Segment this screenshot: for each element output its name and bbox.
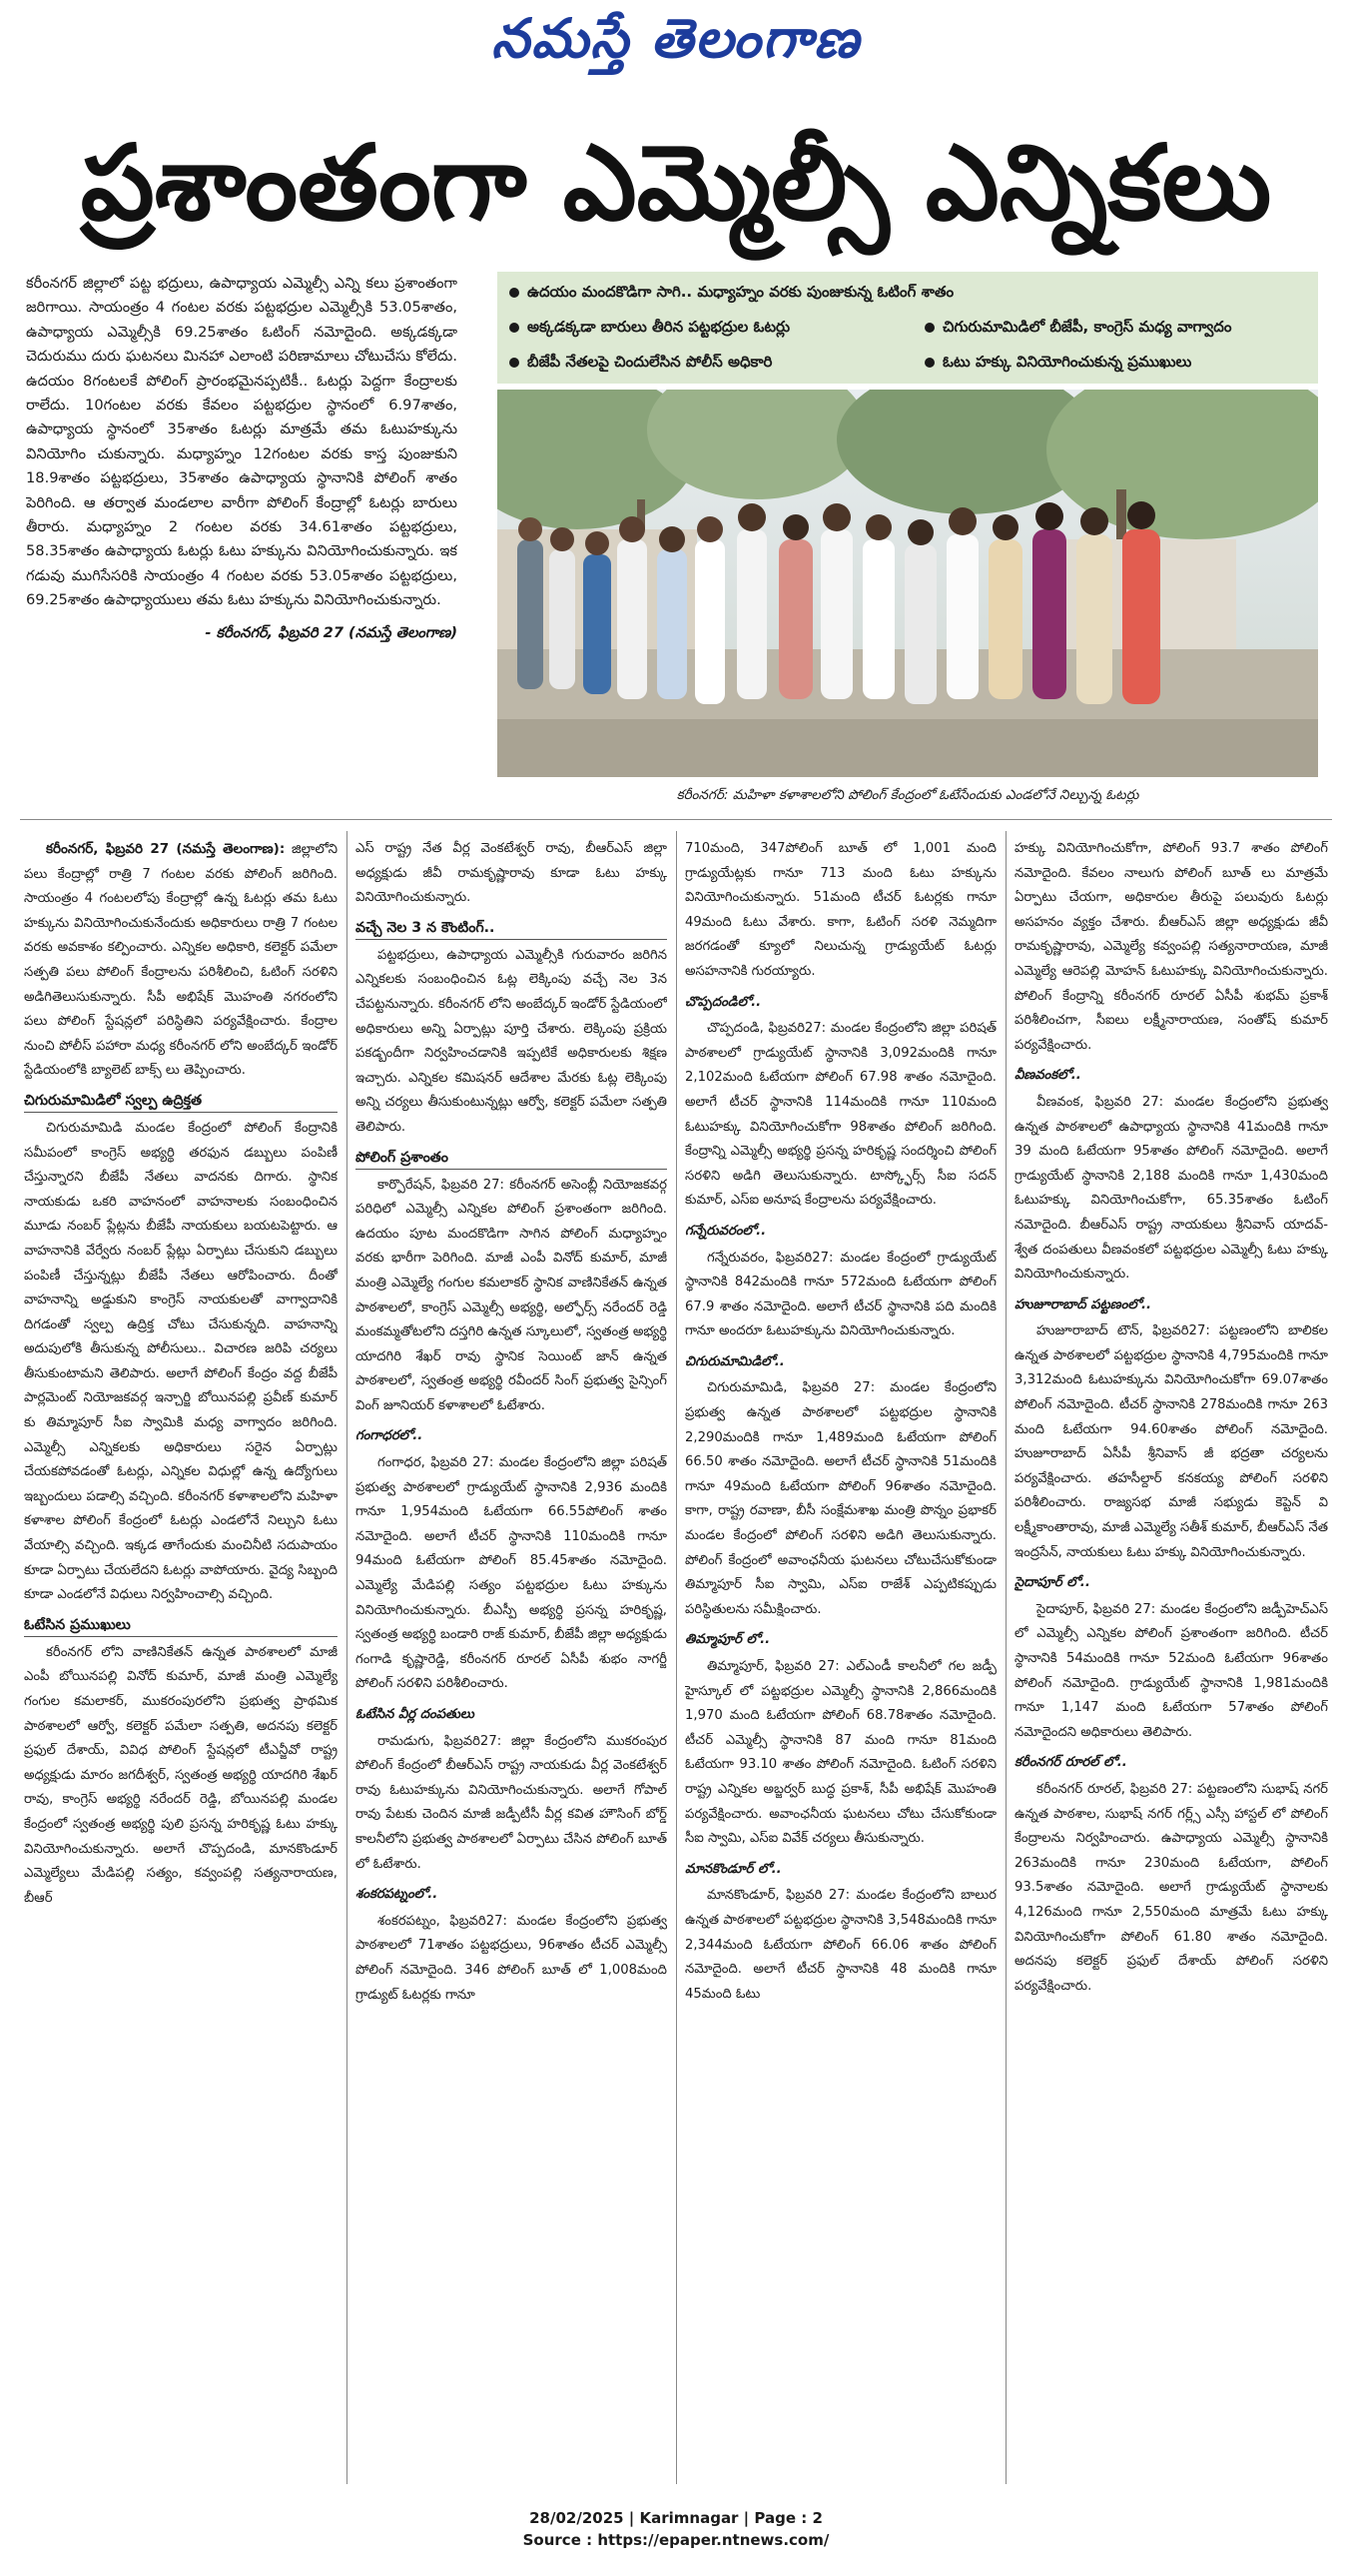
paragraph: గన్నేరువరం, ఫిబ్రవరి27: మండల కేంద్రంలో గ్రాడ్యుయేట్ స్థానానికి 842మందికి గానూ 572మంది ఓటేయగా పోలింగ్ 67.9 శాతం నమోదైంది. అలాగే టీచర్ స్థానానికి పది మందికి గానూ అందరూ ఓటుహక్కును వినియోగించుకున్నారు. bbox=[685, 1250, 997, 1339]
page-footer bbox=[0, 2507, 1352, 2551]
paragraph: కార్పొరేషన్, ఫిబ్రవరి 27: కరీంనగర్ అసెంబ్లీ నియోజకవర్గ పరిధిలో ఎమ్మెల్సీ ఎన్నికల పోలింగ్ ప్రశాంతంగా జరిగింది. ఉదయం పూట మందకొడిగా సాగిన పోలింగ్ మధ్యాహ్నం వరకు భారీగా పెరిగింది. మాజీ ఎంపీ వినోద్ కుమార్, మాజీ మంత్రి ఎమ్మెల్యే గంగుల కమలాకర్ స్థానిక వాణినికేతన్ ఉన్నత పాఠశాలలో, కాంగ్రెస్ ఎమ్మెల్సీ అభ్యర్థి, అల్ఫోర్స్ నరేందర్ రెడ్డి మంకమ్మతోటలోని దస్తగిరి ఉన్నత స్కూలులో, స్వతంత్ర అభ్యర్థి యాదగిరి శేఖర్ రావు స్థానిక సెయింట్ జాన్ ఉన్నత పాఠశాలలో, స్వతంత్ర అభ్యర్థి రవీందర్ సింగ్ ప్రభుత్వ సైన్సింగ్ వింగ్ జూనియర్ కళాశాలలో ఓటేశారు. bbox=[355, 1177, 667, 1413]
location-heading: మానకొండూర్ లో.. bbox=[685, 1861, 782, 1877]
column-divider bbox=[676, 831, 677, 2484]
intro-text: కరీంనగర్ జిల్లాలో పట్ట భద్రులు, ఉపాధ్యాయ ఎమ్మెల్సీ ఎన్ని కలు ప్రశాంతంగా జరిగాయి. సాయంత్రం 4 గంటల వరకు పట్టభద్రుల ఎమ్మెల్సీకి 53.05శాతం, ఉపాధ్యాయ ఎమ్మెల్సీకి 69.25శాతం ఓటింగ్ నమోదైంది. అక్కడక్కడా చెదురుము దురు ఘటనలు మినహా ఎలాంటి పరిణామాలు చోటుచేసు కోలేదు. ఉదయం 8గంటలకే పోలింగ్ ప్రారంభమైనప్పటికీ.. ఓటర్లు పెద్దగా కేంద్రాలకు రాలేదు. 10గంటల వరకు కేవలం పట్టభద్రుల స్థానంలో 6.97శాతం, ఉపాధ్యాయ స్థానంలో 35శాతం ఓటర్లు మాత్రమే తమ ఓటుహక్కును వినియోగిం చుకున్నారు. మధ్యాహ్నం 12గంటల వరకు కాస్త పుంజుకుని 18.9శాతం పట్టభద్రులు, 35శాతం ఉపాధ్యాయ స్థానానికి పోలింగ్ శాతం పెరిగింది. ఆ తర్వాత మండలాల వారీగా పోలింగ్ కేంద్రాల్లో ఓటర్లు బారులు తీరారు. మధ్యాహ్నం 2 గంటల వరకు 34.61శాతం పట్టభద్రులు, 58.35శాతం ఉపాధ్యాయ ఓటర్లు ఓటు హక్కును వినియోగించుకున్నారు. ఇక గడువు ముగిసేసరికి సాయంత్రం 4 గంటల వరకు 53.05శాతం పట్టభద్రులు, 69.25శాతం ఉపాధ్యాయులు తమ ఓటు హక్కును వినియోగించుకున్నారు. bbox=[26, 275, 457, 609]
bullet-icon bbox=[925, 323, 935, 333]
location-heading: చొప్పదండిలో.. bbox=[685, 994, 762, 1010]
highlight-item: ఓటు హక్కు వినియోగించుకున్న ప్రముఖులు bbox=[925, 351, 1191, 373]
paragraph: రామడుగు, ఫిబ్రవరి27: జిల్లా కేంద్రంలోని ముకరంపుర పోలింగ్ కేంద్రంలో బీఆర్ఎస్ రాష్ట్ర నాయకుడు వీర్ల వెంకటేశ్వర్ రావు ఓటుహక్కును వినియోగించుకున్నారు. అలాగే గోపాల్ రావు పేటకు చెందిన మాజీ జడ్పీటీసీ వీర్ల కవిత హౌసింగ్ బోర్డ్ కాలనీలోని ప్రభుత్వ పాఠశాలలో ఏర్పాటు చేసిన పోలింగ్ బూత్ లో ఓటేశారు. bbox=[355, 1733, 667, 1872]
photo-caption: కరీంనగర్: మహిళా కళాశాలలోని పోలింగ్ కేంద్రంలో ఓటేసేందుకు ఎండలోనే నిల్చున్న ఓటర్లు bbox=[676, 787, 1139, 803]
masthead-logo: నమస్తే తెలంగాణ bbox=[491, 6, 861, 70]
highlight-item: చిగురుమామిడిలో బీజేపీ, కాంగ్రెస్ మధ్య వాగ్వాదం bbox=[925, 316, 1231, 338]
paragraph: కరీంనగర్, ఫిబ్రవరి 27 (నమస్తే తెలంగాణ): జిల్లాలోని పలు కేంద్రాల్లో రాత్రి 7 గంటల వరకు పోలింగ్ జరిగింది. సాయంత్రం 4 గంటలలోపు కేంద్రాల్లో ఉన్న ఓటర్లు తమ ఓటు హక్కును వినియోగించుకునేందుకు అధికారులు రాత్రి 7 గంటల వరకు అవకాశం కల్పించారు. ఎన్నికల అధికారి, కలెక్టర్ పమేలా సత్పతి పలు పోలింగ్ కేంద్రాలను పరిశీలించి, ఓటింగ్ సరళిని అడిగితెలుసుకున్నారు. సీపీ అభిషేక్ మొహంతి నగరంలోని పలు పోలింగ్ స్టేషన్లలో పరిస్థితిని పర్యవేక్షించారు. కేంద్రాల నుంచి పోలీస్ పహారా మధ్య కరీంనగర్ లోని అంబేద్కర్ ఇండోర్ స్టేడియంలోకి బ్యాలెట్ బాక్స్ లు తెప్పించారు. bbox=[24, 841, 338, 1079]
highlight-item: బీజేపీ నేతలపై చిందులేసిన పోలీస్ అధికారి bbox=[509, 351, 772, 373]
intro-signature: - కరీంనగర్, ఫిబ్రవరి 27 (నమస్తే తెలంగాణ) bbox=[205, 623, 457, 641]
paragraph: 710మంది, 347పోలింగ్ బూత్ లో 1,001 మంది గ్రాడ్యుయేట్లకు గానూ 713 మంది ఓటు హక్కును వినియోగించుకున్నారు. 51మంది టీచర్ ఓటర్లకు గానూ 49మంది ఓటు వేశారు. కాగా, ఓటింగ్ సరళి నెమ్మదిగా జరగడంతో క్యూలో నిలుచున్న గ్రాడ్యుయేట్ ఓటర్లు అసహనానికి గురయ్యారు. bbox=[685, 841, 997, 979]
highlight-item: అక్కడక్కడా బారులు తీరిన పట్టభద్రుల ఓటర్లు bbox=[509, 316, 790, 338]
bullet-icon bbox=[509, 323, 519, 333]
masthead bbox=[0, 6, 1352, 80]
location-heading: సైదాపూర్ లో.. bbox=[1014, 1575, 1090, 1591]
subheading: చిగురుమామిడిలో స్వల్ప ఉద్రిక్తత bbox=[24, 1090, 338, 1113]
voters-queue-photo bbox=[497, 390, 1318, 777]
paragraph: చొప్పదండి, ఫిబ్రవరి27: మండల కేంద్రంలోని జిల్లా పరిషత్ పాఠశాలలో గ్రాడ్యుయేట్ స్థానానికి 3,092మందికి గానూ 2,102మంది ఓటేయగా పోలింగ్ 67.98 శాతం నమోదైంది. అలాగే టీచర్ స్థానానికి 114మందికి గానూ 110మంది ఓటుహక్కు వినియోగించుకోగా 98శాతం పోలింగ్ జరిగింది. కేంద్రాన్ని ఎమ్మెల్సీ అభ్యర్థి ప్రసన్న హరికృష్ణ సందర్శించి పోలింగ్ సరళిని అడిగి తెలుసుకున్నారు. టాస్క్ఫోర్స్ సీఐ సదన్ కుమార్, ఎస్ఐ అనూష కేంద్రాలను పర్యవేక్షించారు. bbox=[685, 1021, 997, 1209]
paragraph: వీణవంక, ఫిబ్రవరి 27: మండల కేంద్రంలోని ప్రభుత్వ ఉన్నత పాఠశాలలో ఉపాధ్యాయ స్థానానికి 41మందికి గానూ 39 మంది ఓటేయగా 95శాతం పోలింగ్ నమోదైంది. అలాగే గ్రాడ్యుయేట్ స్థానానికి 2,188 మందికి గానూ 1,430మంది ఓటుహక్కు వినియోగించుకోగా, 65.35శాతం ఓటింగ్ నమోదైంది. బీఆర్ఎస్ రాష్ట్ర నాయకులు శ్రీనివాస్ యాదవ్-శ్వేత దంపతులు వీణవంకలో పట్టభద్రుల ఎమ్మెల్సీ ఓటు హక్కు వినియోగించుకున్నారు. bbox=[1014, 1094, 1328, 1283]
paragraph: తిమ్మాపూర్, ఫిబ్రవరి 27: ఎల్ఎండీ కాలనీలో గల జడ్పీ హైస్కూల్ లో పట్టభద్రుల ఎమ్మెల్సీ స్థానానికి 2,866మందికి 1,970 మంది ఓటేయగా పోలింగ్ 68.78శాతం నమోదైంది. టీచర్ ఎమ్మెల్సీ స్థానానికి 87 మంది గానూ 81మంది ఓటేయగా 93.10 శాతం పోలింగ్ నమోదైంది. ఓటింగ్ సరళిని రాష్ట్ర ఎన్నికల అబ్జర్వర్ బుద్ధ ప్రకాశ్, సీపీ అభిషేక్ మొహంతి పర్యవేక్షించారు. అవాంఛనీయ ఘటనలు చోటు చేసుకోకుండా సీఐ స్వామి, ఎస్ఐ వివేక్ చర్యలు తీసుకున్నారు. bbox=[685, 1659, 997, 1847]
footer-date-page: 28/02/2025 | Karimnagar | Page : 2 bbox=[529, 2509, 823, 2527]
paragraph: చిగురుమామిడి మండల కేంద్రంలో పోలింగ్ కేంద్రానికి సమీపంలో కాంగ్రెస్ అభ్యర్థి తరఫున డబ్బులు పంపిణీ చేస్తున్నారని బీజేపీ నేతలు వాదనకు దిగారు. స్థానిక నాయకుడు ఒకరి వాహనంలో వాహనాలకు సంబంధించిన మూడు నంబర్ ప్లేట్లను బీజేపీ నాయకులు బయటపెట్టారు. ఆ వాహనానికి వేర్వేరు నంబర్ ప్లేట్లు ఏర్పాటు చేసుకుని డబ్బులు పంపిణీ చేస్తున్నట్లు బీజేపీ నేతలు ఆరోపించారు. దీంతో వాహనాన్ని అడ్డుకుని కాంగ్రెస్ నాయకులతో వాగ్వాదానికి దిగడంతో స్వల్ప ఉద్రిక్త చోటు చేసుకున్నది. వాహనాన్ని అదుపులోకి తీసుకున్న పోలీసులు.. విచారణ జరిపి చర్యలు తీసుకుంటామని తెలిపారు. అలాగే పోలింగ్ కేంద్రం వద్ద బీజేపీ పార్లమెంట్ నియోజకవర్గ ఇన్చార్జి బోయినపల్లి ప్రవీణ్ కుమార్ కు తిమ్మాపూర్ సీఐ స్వామికి మధ్య వాగ్వాదం జరిగింది. ఎమ్మెల్సీ ఎన్నికలకు అధికారులు సరైన ఏర్పాట్లు చేయకపోవడంతో ఓటర్లు, ఎన్నికల విధుల్లో ఉన్న ఉద్యోగులు ఇబ్బందులు పడాల్సి వచ్చింది. కరీంనగర్ కళాశాలలోని మహిళా కళాశాల పోలింగ్ కేంద్రంలో ఓటర్లు ఎండలోనే నిల్చుని ఓటు వేయాల్సి వచ్చింది. ఇక్కడ తాగేందుకు మంచినీటి సదుపాయం కూడా ఏర్పాటు చేయలేదని ఓటర్లు వాపోయారు. వైద్య సిబ్బంది కూడా ఎండలోనే విధులు నిర్వహించాల్సి వచ్చింది. bbox=[24, 1120, 338, 1603]
intro-block bbox=[26, 272, 457, 723]
column-divider bbox=[1006, 831, 1007, 2484]
paragraph: చిగురుమామిడి, ఫిబ్రవరి 27: మండల కేంద్రంలోని ప్రభుత్వ ఉన్నత పాఠశాలలో పట్టభద్రుల స్థానానికి 2,290మందికి గానూ 1,489మంది ఓటేయగా పోలింగ్ 66.50 శాతం నమోదైంది. అలాగే టీచర్ స్థానానికి 51మందికి గానూ 49మంది ఓటేయగా పోలింగ్ 96శాతం నమోదైంది. కాగా, రాష్ట్ర రవాణా, బీసీ సంక్షేమశాఖ మంత్రి పొన్నం ప్రభాకర్ మండల కేంద్రంలో పోలింగ్ సరళిని అడిగి తెలుసుకున్నారు. పోలింగ్ కేంద్రంలో అవాంఛనీయ ఘటనలు చోటుచేసుకోకుండా తిమ్మాపూర్ సీఐ స్వామి, ఎస్ఐ రాజేశ్ ఎప్పటికప్పుడు పరిస్థితులను సమీక్షించారు. bbox=[685, 1380, 997, 1617]
section-divider bbox=[20, 819, 1332, 820]
location-heading: వీణవంకలో.. bbox=[1014, 1068, 1081, 1084]
location-heading: తిమ్మాపూర్ లో.. bbox=[685, 1632, 771, 1648]
paragraph: హక్కు వినియోగించుకోగా, పోలింగ్ 93.7 శాతం పోలింగ్ నమోదైంది. కేవలం నాలుగు పోలింగ్ బూత్ లు మాత్రమే ఏర్పాటు చేయగా, అధికారుల తీరుపై పలువురు ఓటర్లు అసహనం వ్యక్తం చేశారు. బీఆర్ఎస్ జిల్లా అధ్యక్షుడు జీవీ రామకృష్ణారావు, ఎమ్మెల్యే కవ్వంపల్లి సత్యనారాయణ, మాజీ ఎమ్మెల్యే ఆరెపల్లి మోహన్ ఓటుహక్కు వినియోగించుకున్నారు. పోలింగ్ కేంద్రాన్ని కరీంనగర్ రూరల్ ఏసీపీ శుభమ్ ప్రకాశ్ పరిశీలించగా, సీఐలు లక్ష్మీనారాయణ, సంతోష్ కుమార్ పర్యవేక్షించారు. bbox=[1014, 841, 1328, 1053]
highlight-item: ఉదయం మందకొడిగా సాగి.. మధ్యాహ్నం వరకు పుంజుకున్న ఓటింగ్ శాతం bbox=[509, 281, 954, 303]
bullet-icon bbox=[509, 358, 519, 368]
bullet-icon bbox=[925, 358, 935, 368]
location-heading: హుజూరాబాద్ పట్టణంలో.. bbox=[1014, 1296, 1151, 1312]
location-heading: శంకరపట్నంలో.. bbox=[355, 1887, 438, 1903]
location-heading: గన్నేరువరంలో.. bbox=[685, 1223, 767, 1239]
paragraph: సైదాపూర్, ఫిబ్రవరి 27: మండల కేంద్రంలోని జడ్పీహెచ్ఎస్ లో ఎమ్మెల్సీ ఎన్నికల పోలింగ్ ప్రశాంతంగా జరిగింది. టీచర్ స్థానానికి 54మందికి గానూ 52మంది ఓటేయగా 96శాతం పోలింగ్ నమోదైంది. గ్రాడ్యుయేట్ స్థానానికి 1,981మందికి గానూ 1,147 మంది ఓటేయగా 57శాతం పోలింగ్ నమోదైందని అధికారులు తెలిపారు. bbox=[1014, 1601, 1328, 1740]
highlights-box bbox=[497, 272, 1318, 384]
column-divider bbox=[346, 831, 347, 2484]
footer-source-link[interactable]: Source : https://epaper.ntnews.com/ bbox=[522, 2531, 830, 2549]
article-column-1 bbox=[24, 837, 338, 2490]
paragraph: కరీంనగర్ లోని వాణినికేతన్ ఉన్నత పాఠశాలలో మాజీ ఎంపీ బోయినపల్లి వినోద్ కుమార్, మాజీ మంత్రి ఎమ్మెల్యే గంగుల కమలాకర్, ముకరంపురలోని ప్రభుత్వ ప్రాథమిక పాఠశాలలో ఆర్వో, కలెక్టర్ పమేలా సత్పతి, అదనపు కలెక్టర్ ప్రఫుల్ దేశాయ్, వివిధ పోలింగ్ స్టేషన్లలో టీఎన్జీవో రాష్ట్ర అధ్యక్షుడు మారం జగదీశ్వర్, స్వతంత్ర అభ్యర్థి యాదగిరి శేఖర్ రావు, కాంగ్రెస్ అభ్యర్థి నరేందర్ రెడ్డి, బోయినపల్లి మండల కేంద్రంలో స్వతంత్ర అభ్యర్థి పులి ప్రసన్న హరికృష్ణ ఓటు హక్కు వినియోగించుకున్నారు. అలాగే చొప్పదండి, మానకొండూర్ ఎమ్మెల్యేలు మేడిపల్లి సత్యం, కవ్వంపల్లి సత్యనారాయణ, బీఆర్ bbox=[24, 1644, 338, 1906]
subheading: పోలింగ్ ప్రశాంతం bbox=[355, 1147, 667, 1170]
paragraph: కరీంనగర్ రూరల్, ఫిబ్రవరి 27: పట్టణంలోని సుభాష్ నగర్ ఉన్నత పాఠశాల, సుభాష్ నగర్ గర్ల్స్ ఎస్సీ హాస్టల్ లో పోలింగ్ కేంద్రాలను నిర్వహించారు. ఉపాధ్యాయ ఎమ్మెల్సీ స్థానానికి 263మందికి గానూ 230మంది ఓటేయగా, పోలింగ్ 93.5శాతం నమోదైంది. అలాగే గ్రాడ్యుయేట్ స్థానాలకు 4,126మంది గానూ 2,550మంది మాత్రమే ఓటు హక్కు వినియోగించుకోగా పోలింగ్ 61.80 శాతం నమోదైంది. అదనపు కలెక్టర్ ప్రఫుల్ దేశాయ్ పోలింగ్ సరళిని పర్యవేక్షించారు. bbox=[1014, 1781, 1328, 1994]
paragraph: ఎస్ రాష్ట్ర నేత వీర్ల వెంకటేశ్వర్ రావు, బీఆర్ఎస్ జిల్లా అధ్యక్షుడు జీవీ రామకృష్ణారావు కూడా ఓటు హక్కు వినియోగించుకున్నారు. bbox=[355, 841, 667, 906]
location-heading: ఓటేసిన వీర్ల దంపతులు bbox=[355, 1707, 474, 1722]
location-heading: కరీంనగర్ రూరల్ లో.. bbox=[1014, 1755, 1127, 1771]
article-column-3 bbox=[685, 837, 997, 2490]
article-column-2 bbox=[355, 837, 667, 2490]
location-heading: గంగాధరలో.. bbox=[355, 1428, 423, 1444]
paragraph: మానకొండూర్, ఫిబ్రవరి 27: మండల కేంద్రంలోని బాలుర ఉన్నత పాఠశాలలో పట్టభద్రుల స్థానానికి 3,548మందికి గానూ 2,344మంది ఓటేయగా పోలింగ్ 66.06 శాతం పోలింగ్ నమోదైంది. అలాగే టీచర్ స్థానానికి 48 మందికి గానూ 45మంది ఓటు bbox=[685, 1888, 997, 2002]
subheading: ఓటేసిన ప్రముఖులు bbox=[24, 1614, 338, 1637]
location-heading: చిగురుమామిడిలో.. bbox=[685, 1353, 785, 1369]
paragraph: గంగాధర, ఫిబ్రవరి 27: మండల కేంద్రంలోని జిల్లా పరిషత్ ప్రభుత్వ పాఠశాలలో గ్రాడ్యుయేట్ స్థానానికి 2,936 మందికి గానూ 1,954మంది ఓటేయగా 66.55పోలింగ్ శాతం నమోదైంది. అలాగే టీచర్ స్థానానికి 110మందికి గానూ 94మంది ఓటేయగా పోలింగ్ 85.45శాతం నమోదైంది. ఎమ్మెల్యే మేడిపల్లి సత్యం పట్టభద్రుల ఓటు హక్కును వినియోగించుకున్నారు. బీఎస్పీ అభ్యర్థి ప్రసన్న హరికృష్ణ, స్వతంత్ర అభ్యర్థి బండారి రాజ్ కుమార్, బీజేపీ జిల్లా అధ్యక్షుడు గంగాడి కృష్ణారెడ్డి, కరీంనగర్ రూరల్ ఏసీపీ శుభం నాగర్జీ పోలింగ్ సరళిని పరిశీలించారు. bbox=[355, 1455, 667, 1692]
headline: ప్రశాంతంగా ఎమ్మెల్సీ ఎన్నికలు bbox=[80, 121, 1272, 244]
bullet-icon bbox=[509, 288, 519, 298]
paragraph: హుజూరాబాద్ టౌన్, ఫిబ్రవరి27: పట్టణంలోని బాలికల ఉన్నత పాఠశాలలో పట్టభద్రుల స్థానానికి 4,795మందికి గానూ 3,312మంది ఓటుహక్కును వినియోగించుకోగా 69.07శాతం పోలింగ్ నమోదైంది. టీచర్ స్థానానికి 278మందికి గానూ 263 మంది ఓటేయగా 94.60శాతం పోలింగ్ నమోదైంది. హుజూరాబాద్ ఏసీపీ శ్రీనివాస్ జీ భద్రతా చర్యలను పర్యవేక్షించారు. తహసీల్దార్ కనకయ్య పోలింగ్ సరళిని పరిశీలించారు. రాజ్యసభ మాజీ సభ్యుడు కెప్టెన్ వి లక్ష్మీకాంతారావు, మాజీ ఎమ్మెల్యే సతీశ్ కుమార్, బీఆర్ఎస్ నేత ఇంద్రసేన్, నాయకులు ఓటు హక్కు వినియోగించుకున్నారు. bbox=[1014, 1323, 1328, 1560]
paragraph: పట్టభద్రులు, ఉపాధ్యాయ ఎమ్మెల్సీకి గురువారం జరిగిన ఎన్నికలకు సంబంధించిన ఓట్ల లెక్కింపు వచ్చే నెల 3న చేపట్టనున్నారు. కరీంనగర్ లోని అంబేద్కర్ ఇండోర్ స్టేడియంలో అధికారులు అన్ని ఏర్పాట్లు పూర్తి చేశారు. లెక్కింపు ప్రక్రియ పకడ్బందీగా నిర్వహించడానికి ఇప్పటికే అధికారులకు శిక్షణ ఇచ్చారు. ఎన్నికల కమిషనర్ ఆదేశాల మేరకు ఓట్ల లెక్కింపు అన్ని చర్యలు తీసుకుంటున్నట్లు ఆర్వో, కలెక్టర్ పమేలా సత్పతి తెలిపారు. bbox=[355, 947, 667, 1135]
news-photo bbox=[497, 390, 1318, 777]
paragraph: శంకరపట్నం, ఫిబ్రవరి27: మండల కేంద్రంలోని ప్రభుత్వ పాఠశాలలో 71శాతం పట్టభద్రులు, 96శాతం టీచర్ ఎమ్మెల్సీ పోలింగ్ నమోదైంది. 346 పోలింగ్ బూత్ లో 1,008మంది గ్రాడ్యుట్ ఓటర్లకు గానూ bbox=[355, 1913, 667, 2003]
article-column-4 bbox=[1014, 837, 1328, 2490]
subheading: వచ్చే నెల 3 న కౌంటింగ్.. bbox=[355, 917, 667, 940]
